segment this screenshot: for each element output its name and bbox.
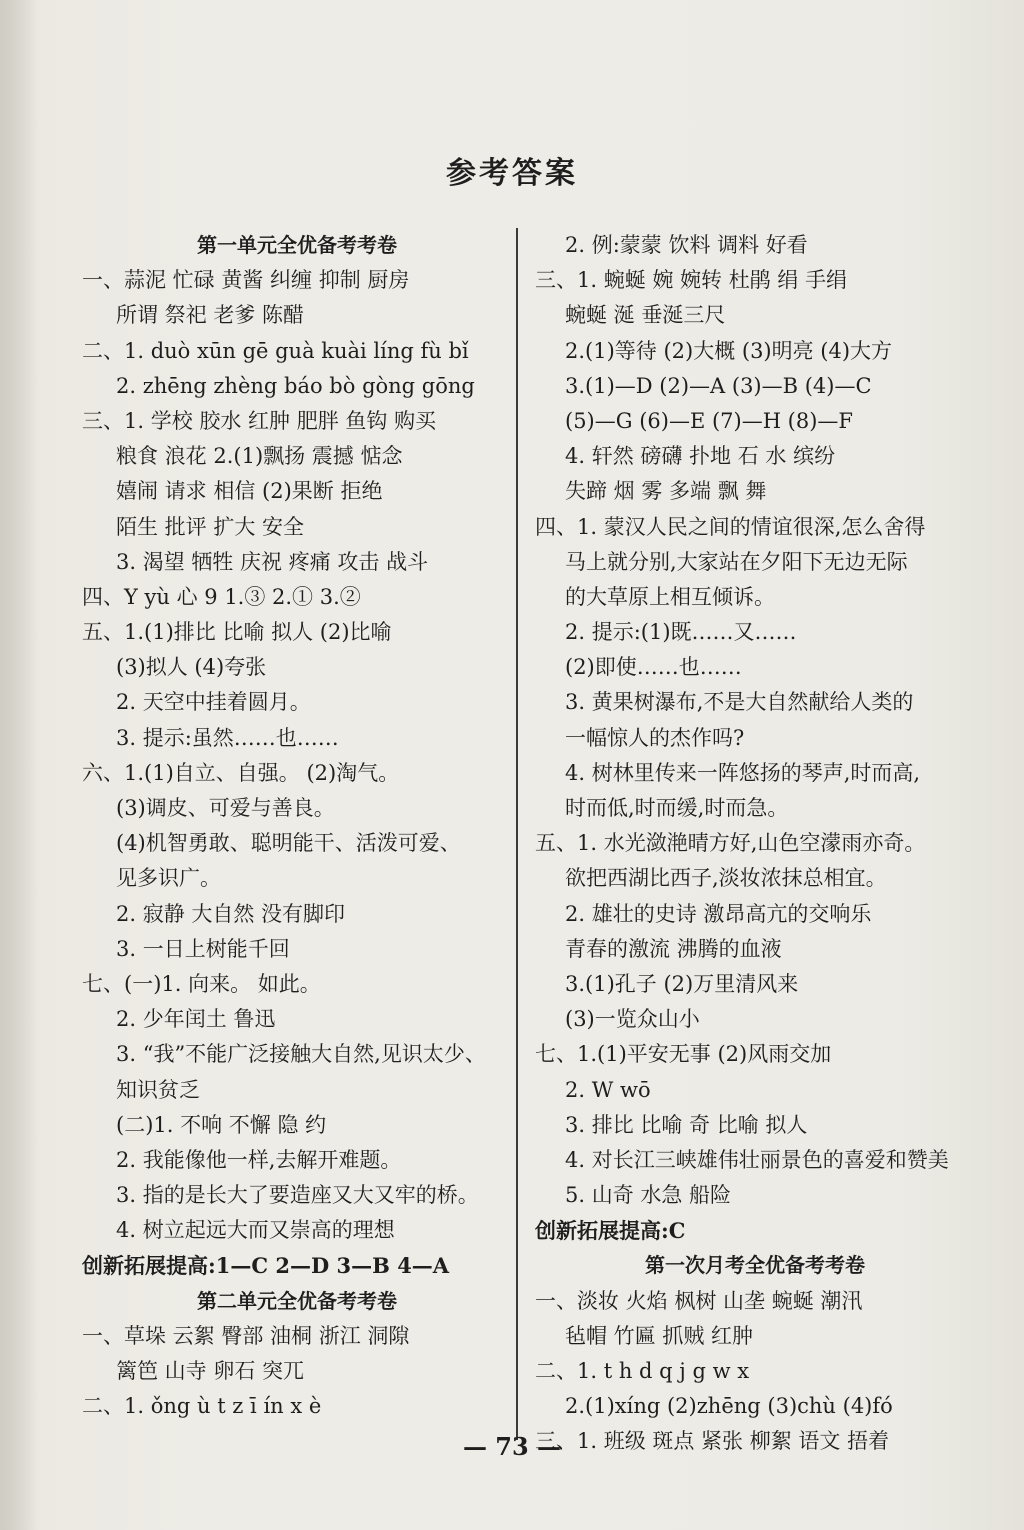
answer-line: 2.(1)xíng (2)zhēng (3)chù (4)fó <box>565 1394 893 1419</box>
answer-line: 七、1.(1)平安无事 (2)风雨交加 <box>535 1042 832 1067</box>
answer-line: 4. 树立起远大而又崇高的理想 <box>116 1218 395 1243</box>
page-number: — 73 — <box>462 1432 562 1461</box>
answer-line: 六、1.(1)自立、自强。 (2)淘气。 <box>82 760 400 785</box>
answer-line: 4. 树林里传来一阵悠扬的琴声,时而高, <box>565 760 921 785</box>
answer-line: 二、1. t h d q j g w x <box>535 1359 750 1383</box>
answer-line: 创新拓展提高:1—C 2—D 3—B 4—A <box>82 1253 450 1279</box>
answer-line: 四、1. 蒙汉人民之间的情谊很深,怎么舍得 <box>535 514 926 539</box>
answer-line: 五、1.(1)排比 比喻 拟人 (2)比喻 <box>82 620 392 645</box>
answer-line: 七、(一)1. 向来。 如此。 <box>82 971 321 996</box>
answer-line: 的大草原上相互倾诉。 <box>565 584 775 609</box>
answer-line: 4. 轩然 磅礴 扑地 石 水 缤纷 <box>565 444 836 469</box>
answer-line: 4. 对长江三峡雄伟壮丽景色的喜爱和赞美 <box>565 1147 949 1172</box>
answer-line: 一、草垛 云絮 臀部 油桐 浙江 洞隙 <box>82 1323 410 1348</box>
answer-line: 失蹄 烟 雾 多端 飘 舞 <box>565 479 767 504</box>
answer-line: 3.(1)—D (2)—A (3)—B (4)—C <box>565 373 872 398</box>
answer-line: 三、1. 蜿蜒 婉 婉转 杜鹃 绢 手绢 <box>535 268 848 293</box>
answer-line: 一幅惊人的杰作吗? <box>565 725 745 750</box>
left-column <box>82 228 512 1424</box>
answer-line: 陌生 批评 扩大 安全 <box>116 514 305 539</box>
answer-line: 青春的激流 沸腾的血液 <box>565 936 782 961</box>
answer-line: 时而低,时而缓,时而急。 <box>565 796 789 820</box>
answer-line: 3. 提示:虽然……也…… <box>116 725 339 750</box>
answer-line: 二、1. duò xūn gē guà kuài líng fù bǐ <box>82 338 469 363</box>
answer-line: 3. 一日上树能千回 <box>116 936 290 961</box>
page-title: 参考答案 <box>446 156 578 191</box>
answer-line: 3. 黄果树瀑布,不是大自然献给人类的 <box>565 690 914 715</box>
column-divider <box>516 228 518 1440</box>
answer-line: 2. W wō <box>565 1077 651 1102</box>
answer-line: 3. “我”不能广泛接触大自然,见识太少、 <box>116 1042 486 1067</box>
answer-line: 蜿蜒 涎 垂涎三尺 <box>565 303 726 328</box>
answer-line: 所谓 祭祀 老爹 陈醋 <box>116 303 305 328</box>
section-heading: 第二单元全优备考考卷 <box>197 1288 397 1313</box>
answer-line: 四、Y yù 心 9 1.③ 2.① 3.② <box>82 584 361 609</box>
answer-line: 知识贫乏 <box>116 1077 200 1102</box>
answer-line: 3.(1)孔子 (2)万里清风来 <box>565 971 799 996</box>
answer-line: 3. 渴望 牺牲 庆祝 疼痛 攻击 战斗 <box>116 549 429 574</box>
answer-line: 2. 例:蒙蒙 饮料 调料 好看 <box>565 233 808 257</box>
answer-line: (二)1. 不响 不懈 隐 约 <box>116 1112 327 1137</box>
answer-line: 二、1. ǒng ù t z ī ín x è <box>82 1394 322 1419</box>
answer-line: 2. 雄壮的史诗 激昂高亢的交响乐 <box>565 901 872 926</box>
answer-line: 一、蒜泥 忙碌 黄酱 纠缠 抑制 厨房 <box>82 268 410 293</box>
binding-shadow <box>0 0 38 1530</box>
answer-line: (2)即使……也…… <box>565 655 742 680</box>
answer-line: 创新拓展提高:C <box>535 1218 686 1244</box>
answer-line: 2. 我能像他一样,去解开难题。 <box>116 1147 402 1172</box>
answer-line: 三、1. 班级 斑点 紧张 柳絮 语文 捂着 <box>535 1429 890 1454</box>
answer-line: 2. 提示:(1)既……又…… <box>565 620 797 645</box>
answer-line: (5)—G (6)—E (7)—H (8)—F <box>565 408 854 433</box>
answer-line: (3)拟人 (4)夸张 <box>116 655 267 680</box>
answer-line: 嬉闹 请求 相信 (2)果断 拒绝 <box>116 479 383 504</box>
section-heading: 第一次月考全优备考考卷 <box>645 1253 865 1278</box>
answer-line: (3)一览众山小 <box>565 1007 700 1032</box>
answer-line: (3)调皮、可爱与善良。 <box>116 796 335 820</box>
answer-line: 2.(1)等待 (2)大概 (3)明亮 (4)大方 <box>565 338 893 363</box>
answer-line: 篱笆 山寺 卵石 突兀 <box>116 1359 305 1383</box>
answer-line: 5. 山奇 水急 船险 <box>565 1183 732 1208</box>
answer-line: 3. 排比 比喻 奇 比喻 拟人 <box>565 1112 808 1137</box>
answer-line: 一、淡妆 火焰 枫树 山垄 蜿蜒 潮汛 <box>535 1288 863 1313</box>
answer-line: 三、1. 学校 胶水 红肿 肥胖 鱼钩 购买 <box>82 408 437 433</box>
answer-line: 毡帽 竹匾 抓贼 红肿 <box>565 1323 754 1348</box>
section-heading: 第一单元全优备考考卷 <box>197 233 397 257</box>
answer-line: 马上就分别,大家站在夕阳下无边无际 <box>565 549 908 574</box>
answer-line: 2. zhēng zhèng báo bò gòng gōng <box>116 373 475 398</box>
answer-line: (4)机智勇敢、聪明能干、活泼可爱、 <box>116 831 461 856</box>
answer-line: 五、1. 水光潋滟晴方好,山色空濛雨亦奇。 <box>535 831 926 856</box>
answer-line: 欲把西湖比西子,淡妆浓抹总相宜。 <box>565 866 887 891</box>
answer-line: 见多识广。 <box>116 866 221 891</box>
answer-line: 2. 寂静 大自然 没有脚印 <box>116 901 346 926</box>
right-column <box>535 228 975 1460</box>
answer-line: 3. 指的是长大了要造座又大又牢的桥。 <box>116 1183 479 1208</box>
answer-line: 粮食 浪花 2.(1)飘扬 震撼 惦念 <box>116 444 403 469</box>
answer-line: 2. 天空中挂着圆月。 <box>116 690 311 715</box>
answer-line: 2. 少年闰土 鲁迅 <box>116 1007 276 1032</box>
